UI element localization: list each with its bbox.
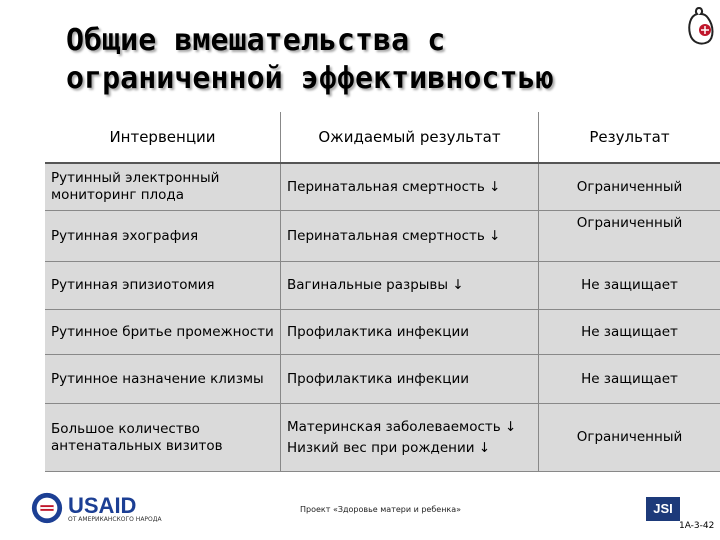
table-row	[45, 211, 720, 262]
cell-expected	[281, 404, 539, 472]
project-footer: Проект «Здоровье матери и ребенка»	[300, 505, 462, 514]
cell-expected: Вагинальные разрывы ↓	[281, 262, 539, 310]
table-row	[45, 404, 720, 472]
expected-line-1: Материнская заболеваемость ↓	[287, 418, 517, 435]
cell-result: Не защищает	[539, 310, 720, 355]
cell-result: Не защищает	[539, 355, 720, 404]
usaid-logo-text: USAID	[68, 493, 137, 518]
title-line-2: ограниченной эффективностью	[66, 61, 554, 96]
slide-code: 1A-3-42	[679, 521, 715, 531]
table-row	[45, 355, 720, 404]
cell-result: Ограниченный	[539, 404, 720, 472]
title-line-1: Общие вмешательства с	[66, 23, 446, 58]
page-title	[66, 22, 676, 98]
cell-intervention: Рутинная эпизиотомия	[45, 262, 281, 310]
cell-expected: Перинатальная смертность ↓	[281, 163, 539, 211]
interventions-table	[45, 112, 720, 472]
mother-child-logo-icon	[680, 6, 718, 48]
cell-intervention: Рутинная эхография	[45, 211, 281, 262]
cell-intervention: Рутинный электронный мониторинг плода	[45, 163, 281, 211]
table-row	[45, 310, 720, 355]
cell-expected: Перинатальная смертность ↓	[281, 211, 539, 262]
header-interventions: Интервенции	[45, 112, 281, 163]
table-row	[45, 262, 720, 310]
cell-result: Ограниченный	[539, 211, 720, 262]
header-expected-result: Ожидаемый результат	[281, 112, 539, 163]
usaid-tagline: ОТ АМЕРИКАНСКОГО НАРОДА	[68, 516, 162, 523]
cell-expected: Профилактика инфекции	[281, 355, 539, 404]
cell-intervention: Рутинное бритье промежности	[45, 310, 281, 355]
table-header-row	[45, 112, 720, 163]
table-row	[45, 163, 720, 211]
cell-intervention: Рутинное назначение клизмы	[45, 355, 281, 404]
cell-result: Ограниченный	[539, 163, 720, 211]
jsi-logo: JSI	[646, 497, 680, 521]
usaid-seal-icon	[30, 491, 64, 525]
cell-expected: Профилактика инфекции	[281, 310, 539, 355]
cell-result: Не защищает	[539, 262, 720, 310]
expected-line-2: Низкий вес при рождении ↓	[287, 439, 491, 456]
cell-intervention: Большое количество антенатальных визитов	[45, 404, 281, 472]
header-result: Результат	[539, 112, 720, 163]
